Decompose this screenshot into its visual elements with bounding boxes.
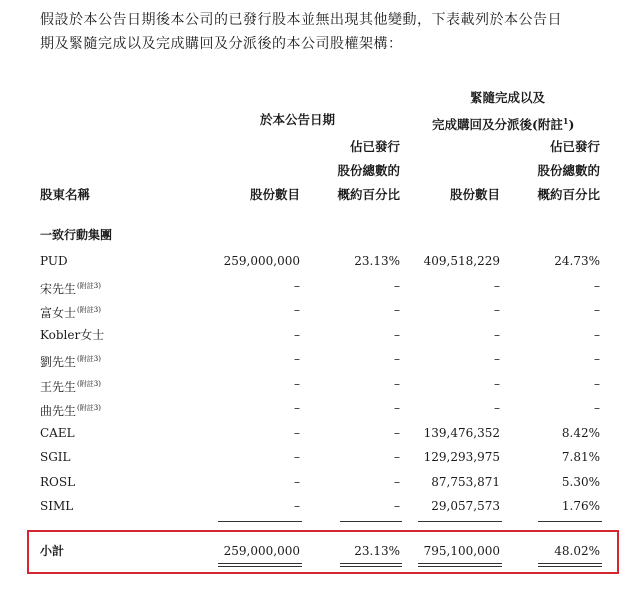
header-pct-after-line3: 概約百分比 xyxy=(537,187,600,202)
pct-after-cell: – xyxy=(594,303,600,317)
rule-pct-now xyxy=(340,521,402,522)
shareholder-name-text: 王先生 xyxy=(40,379,77,394)
pct-after-cell: – xyxy=(594,401,600,415)
table-row xyxy=(40,374,600,394)
shareholder-name-text: 曲先生 xyxy=(40,404,77,418)
shares-after-cell: 139,476,352 xyxy=(423,425,500,440)
shares-now-cell: – xyxy=(294,474,300,489)
shareholder-note: (附註3) xyxy=(77,379,101,388)
rule-shares-now xyxy=(218,521,302,522)
subtotal-pct-now: 23.13% xyxy=(354,544,400,558)
pct-after-cell: – xyxy=(594,278,600,293)
shares-now-cell: – xyxy=(294,499,300,513)
intro-paragraph xyxy=(40,8,630,56)
shares-after-cell: 409,518,229 xyxy=(423,254,500,268)
subtotal-label: 小計 xyxy=(40,544,65,558)
header-after-line2 xyxy=(432,113,574,133)
table-row xyxy=(40,276,600,296)
shareholder-name xyxy=(40,300,101,323)
header-after-close: ) xyxy=(568,117,575,133)
shareholder-note: (附註3) xyxy=(77,281,101,290)
shareholder-name xyxy=(40,251,68,271)
shares-after-cell: – xyxy=(494,352,500,366)
table-row xyxy=(40,251,600,271)
shareholder-name-text: PUD xyxy=(40,254,68,268)
pct-after-cell: 5.30% xyxy=(561,474,600,489)
table-row xyxy=(40,398,600,418)
table-row xyxy=(40,300,600,320)
header-shareholder: 股東名稱 xyxy=(40,187,91,202)
shareholder-name xyxy=(40,325,104,345)
shareholder-name xyxy=(40,374,101,397)
table-row xyxy=(40,496,600,516)
intro-line-2: 期及緊隨完成以及完成購回及分派後的本公司股權架構： xyxy=(40,36,403,52)
shares-after-cell: 29,057,573 xyxy=(431,499,500,513)
pct-after-cell: – xyxy=(594,352,600,366)
shareholder-note: (附註3) xyxy=(77,355,101,363)
pct-now-cell: – xyxy=(394,278,400,293)
shareholder-note: (附註3) xyxy=(77,306,101,314)
shareholder-note: (附註3) xyxy=(77,404,101,412)
pct-after-cell: 8.42% xyxy=(561,425,600,440)
subtotal-shares-after: 795,100,000 xyxy=(423,544,500,558)
rule-shares-after xyxy=(418,521,502,522)
header-pct-now-line1: 佔已發行 xyxy=(349,139,400,154)
header-pct-now-line2: 股份總數的 xyxy=(337,163,400,178)
pct-now-cell: – xyxy=(394,352,400,366)
shareholder-name-text: 富女士 xyxy=(40,306,77,320)
pct-now-cell: – xyxy=(394,450,400,464)
shareholder-name-text: CAEL xyxy=(40,425,75,440)
table-row xyxy=(40,349,600,369)
pct-now-cell: – xyxy=(394,401,400,415)
shareholder-name xyxy=(40,447,71,467)
header-shares-after: 股份數目 xyxy=(449,187,500,202)
shares-after-cell: – xyxy=(494,278,500,293)
shares-after-cell: – xyxy=(494,401,500,415)
intro-line-1: 假設於本公告日期後本公司的已發行股本並無出現其他變動，下表載列於本公告日 xyxy=(40,12,562,28)
shares-now-cell: – xyxy=(294,352,300,366)
shareholder-name-text: SIML xyxy=(40,499,74,513)
pct-now-cell: – xyxy=(394,327,400,342)
shareholder-name-text: 劉先生 xyxy=(40,355,77,369)
shares-after-cell: – xyxy=(494,376,500,391)
shareholder-name-text: SGIL xyxy=(40,450,71,464)
shares-now-cell: – xyxy=(294,327,300,342)
shares-now-cell: – xyxy=(294,376,300,391)
subtotal-highlight-box xyxy=(27,530,619,574)
pct-after-cell: 7.81% xyxy=(561,450,600,464)
header-after-text: 完成購回及分派後(附註 xyxy=(432,117,563,133)
header-pct-after-line1: 佔已發行 xyxy=(549,139,600,154)
shareholder-name xyxy=(40,349,101,372)
header-pct-after-line2: 股份總數的 xyxy=(537,163,600,178)
group-title: 一致行動集團 xyxy=(40,228,113,242)
rule-pct-after xyxy=(538,521,602,522)
table-row xyxy=(40,472,600,492)
pct-after-cell: – xyxy=(594,327,600,342)
shares-now-cell: – xyxy=(294,278,300,293)
table-row xyxy=(40,423,600,443)
shares-now-cell: 259,000,000 xyxy=(223,254,300,268)
shares-after-cell: 87,753,871 xyxy=(431,474,500,489)
pct-after-cell: 24.73% xyxy=(554,254,600,268)
pct-now-cell: – xyxy=(394,303,400,317)
subtotal-pct-after: 48.02% xyxy=(554,544,600,558)
header-as-at-date: 於本公告日期 xyxy=(260,112,336,127)
header-after-line1: 緊隨完成以及 xyxy=(470,90,546,105)
header-shares-now: 股份數目 xyxy=(249,187,300,202)
shareholder-name-text: Kobler女士 xyxy=(40,327,105,342)
table-row xyxy=(40,447,600,467)
pct-now-cell: – xyxy=(394,376,400,391)
pct-now-cell: 23.13% xyxy=(354,254,400,268)
shareholder-name xyxy=(40,472,75,492)
pct-after-cell: – xyxy=(594,376,600,391)
pct-now-cell: – xyxy=(394,474,400,489)
shareholder-name-text: ROSL xyxy=(40,474,76,489)
pct-now-cell: – xyxy=(394,425,400,440)
subtotal-shares-now: 259,000,000 xyxy=(223,544,300,558)
pct-after-cell: 1.76% xyxy=(561,499,600,513)
table-row xyxy=(40,325,600,345)
shares-after-cell: – xyxy=(494,327,500,342)
shares-now-cell: – xyxy=(294,303,300,317)
shareholder-name xyxy=(40,423,75,443)
shareholder-name xyxy=(40,496,73,516)
shareholder-name-text: 宋先生 xyxy=(40,281,77,296)
shares-now-cell: – xyxy=(294,401,300,415)
shares-now-cell: – xyxy=(294,425,300,440)
header-pct-now-line3: 概約百分比 xyxy=(337,187,400,202)
shares-now-cell: – xyxy=(294,450,300,464)
shareholder-name xyxy=(40,276,101,299)
shares-after-cell: – xyxy=(494,303,500,317)
shareholder-name xyxy=(40,398,101,421)
shares-after-cell: 129,293,975 xyxy=(423,450,500,464)
header-after-note: 1 xyxy=(562,116,569,126)
pct-now-cell: – xyxy=(394,499,400,513)
